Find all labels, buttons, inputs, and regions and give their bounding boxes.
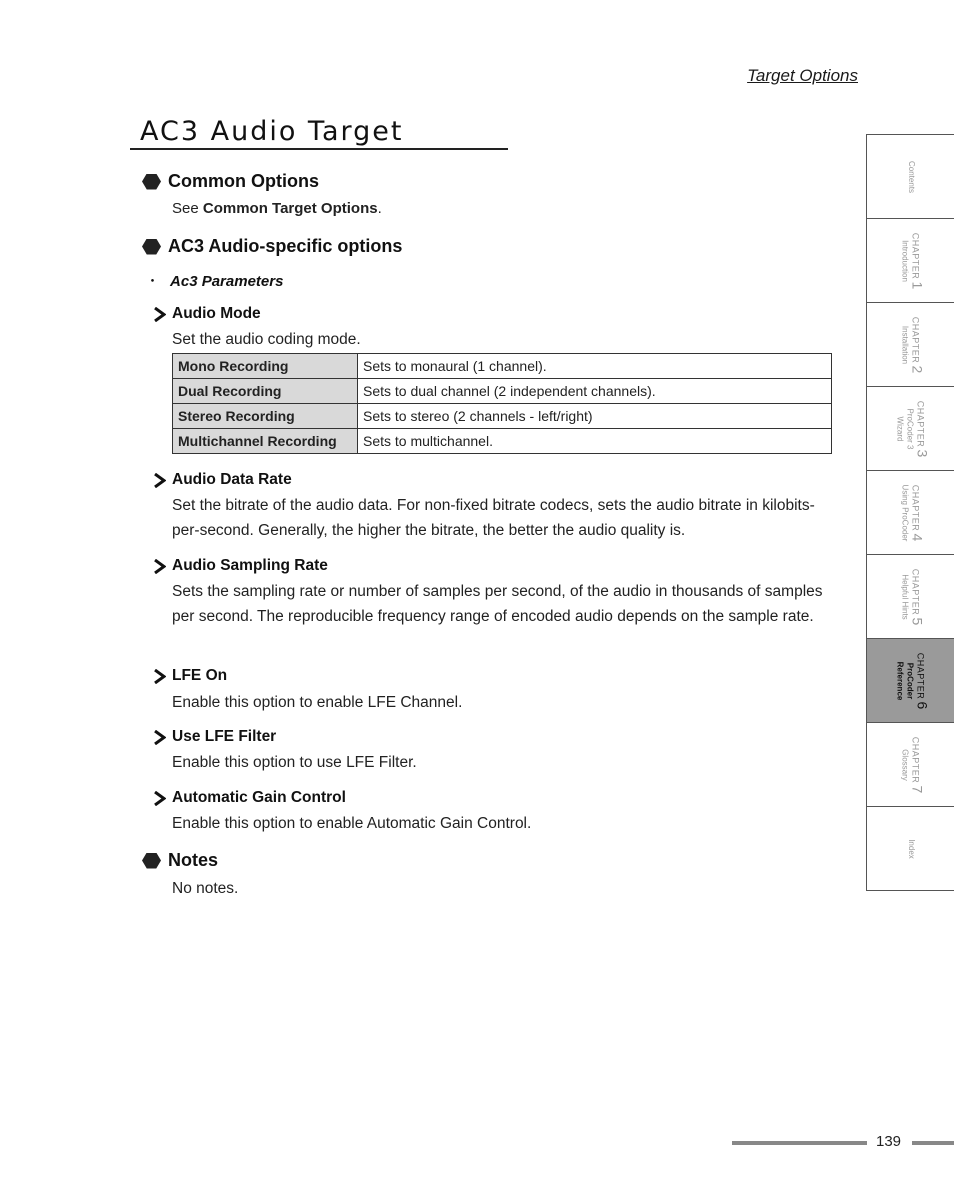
tab-chapter-7[interactable] [866, 722, 954, 806]
lfe-on-text: Enable this option to enable LFE Channel. [172, 694, 463, 711]
chapter-number: 4 [909, 533, 926, 542]
specific-options-heading [142, 236, 402, 257]
chevron-right-icon [153, 473, 166, 488]
tab-label: ProCoder 3 [905, 408, 915, 450]
table-row [173, 354, 832, 379]
running-head: Target Options [747, 66, 858, 85]
bullet-dot: ・ [145, 273, 161, 290]
tab-label: Introduction [900, 240, 910, 282]
table-key-cell: Dual Recording [173, 379, 358, 404]
chevron-right-icon [153, 791, 166, 806]
table-key-cell: Stereo Recording [173, 404, 358, 429]
chapter-number: 3 [914, 449, 931, 458]
chevron-right-icon [153, 669, 166, 684]
ac3-parameters-bullet [145, 270, 283, 291]
use-lfe-filter-title: Use LFE Filter [172, 728, 277, 745]
hexagon-bullet-icon [142, 174, 161, 190]
hexagon-bullet-icon [142, 239, 161, 255]
tab-label: Using ProCoder [900, 484, 910, 542]
audio-mode-heading [153, 305, 261, 323]
audio-mode-text: Set the audio coding mode. [172, 331, 361, 348]
chevron-right-icon [153, 559, 166, 574]
tab-chapter-5[interactable] [866, 554, 954, 638]
use-lfe-filter-heading [153, 728, 276, 746]
hexagon-bullet-icon [142, 853, 161, 869]
chapter-number: 7 [909, 785, 926, 794]
chapter-number: 2 [909, 365, 926, 374]
audio-mode-table [172, 353, 832, 454]
audio-data-rate-title: Audio Data Rate [172, 471, 292, 488]
chevron-right-icon [153, 307, 166, 322]
table-row [173, 429, 832, 454]
audio-sampling-rate-heading [153, 557, 328, 575]
tab-label-line2: Reference [895, 661, 905, 701]
notes-heading [142, 850, 218, 871]
chevron-right-icon [153, 730, 166, 745]
tab-chapter-2[interactable] [866, 302, 954, 386]
table-value-cell: Sets to stereo (2 channels - left/right) [358, 404, 832, 429]
common-target-options-link[interactable]: Common Target Options [202, 200, 378, 217]
chapter-prefix: CHAPTER [910, 568, 921, 616]
audio-sampling-rate-text: Sets the sampling rate or number of samples per second, of the audio in thousands of samples per second. The reproducible frequency range of encoded audio depends on the sample rate. [172, 583, 823, 625]
tab-label: Index [907, 839, 916, 859]
agc-title: Automatic Gain Control [172, 789, 346, 806]
tab-chapter-1[interactable] [866, 218, 954, 302]
table-value-cell: Sets to dual channel (2 independent channels). [358, 379, 832, 404]
chapter-number: 1 [909, 281, 926, 290]
tab-label: Glossary [900, 749, 910, 781]
tab-chapter-6[interactable] [866, 638, 954, 722]
audio-data-rate-heading [153, 471, 292, 489]
chapter-prefix: CHAPTER [910, 736, 921, 784]
see-suffix: . [377, 200, 382, 217]
table-value-cell: Sets to multichannel. [358, 429, 832, 454]
table-value-cell: Sets to monaural (1 channel). [358, 354, 832, 379]
lfe-on-heading [153, 667, 227, 685]
use-lfe-filter-text: Enable this option to use LFE Filter. [172, 754, 417, 771]
tab-label: Helpful Hints [900, 574, 910, 620]
page-title: AC3 Audio Target [130, 112, 508, 150]
footer-rule-left [732, 1141, 867, 1145]
chapter-prefix: CHAPTER [915, 652, 926, 700]
tab-label: Contents [907, 160, 916, 194]
tab-chapter-3[interactable] [866, 386, 954, 470]
lfe-on-title: LFE On [172, 667, 228, 684]
chapter-prefix: CHAPTER [910, 316, 921, 364]
agc-text: Enable this option to enable Automatic Gain Control. [172, 815, 532, 832]
common-options-text [172, 196, 834, 221]
notes-text: No notes. [172, 880, 239, 897]
specific-options-title: AC3 Audio-specific options [168, 236, 403, 256]
tab-label: ProCoder [905, 662, 915, 700]
chapter-prefix: CHAPTER [910, 484, 921, 532]
tab-index[interactable] [866, 806, 954, 890]
table-key-cell: Mono Recording [173, 354, 358, 379]
ac3-parameters-label: Ac3 Parameters [170, 273, 284, 290]
see-prefix: See [172, 200, 203, 217]
footer-rule-right [912, 1141, 954, 1145]
tab-label-line2: Wizard [895, 416, 905, 442]
page-number: 139 [876, 1133, 902, 1150]
table-key-cell: Multichannel Recording [173, 429, 358, 454]
tab-label: Installation [900, 325, 910, 365]
chapter-prefix: CHAPTER [915, 400, 926, 448]
audio-data-rate-text: Set the bitrate of the audio data. For non-fixed bitrate codecs, sets the audio bitrate in kilobits-per-second. Generally, the higher the bitrate, the better the audio quality is. [172, 497, 815, 539]
sidebar-bottom-rule [866, 890, 954, 891]
tab-chapter-4[interactable] [866, 470, 954, 554]
chapter-prefix: CHAPTER [910, 232, 921, 280]
table-row [173, 404, 832, 429]
notes-title: Notes [168, 850, 219, 870]
audio-mode-title: Audio Mode [172, 305, 261, 322]
audio-sampling-rate-title: Audio Sampling Rate [172, 557, 328, 574]
common-options-heading [142, 171, 319, 192]
chapter-number: 6 [914, 701, 931, 710]
tab-contents[interactable] [866, 134, 954, 218]
agc-heading [153, 789, 346, 807]
common-options-title: Common Options [168, 171, 319, 191]
chapter-number: 5 [909, 617, 926, 626]
table-row [173, 379, 832, 404]
